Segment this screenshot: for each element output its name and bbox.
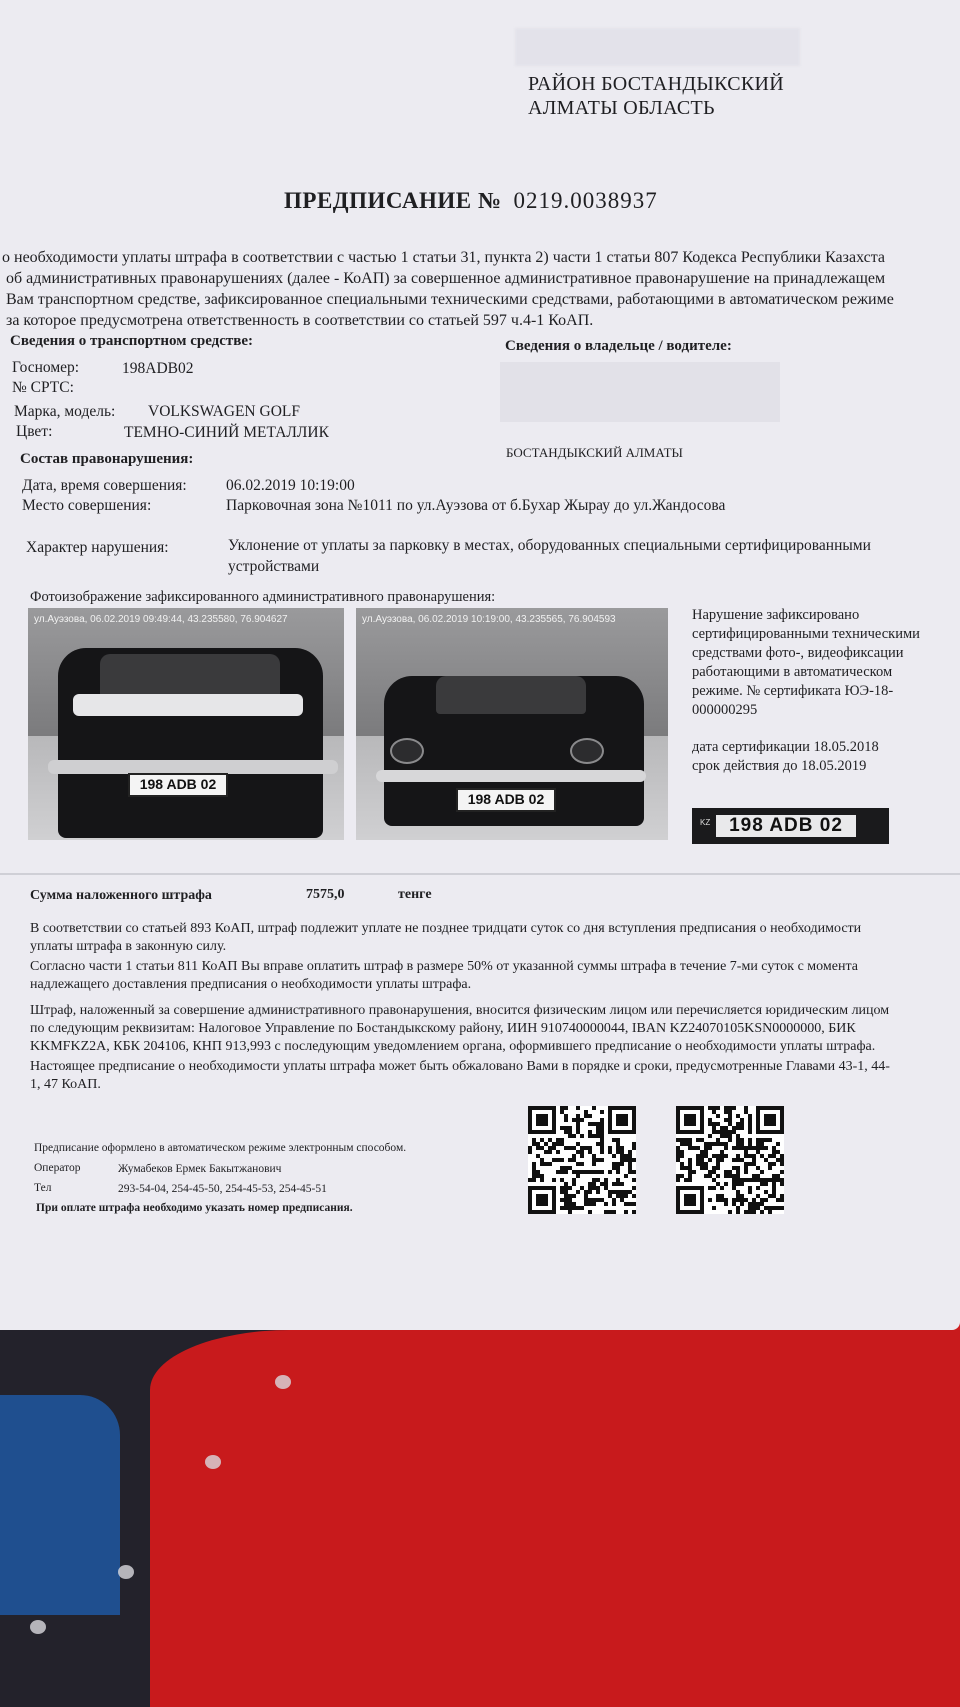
- plate-value: 198ADB02: [122, 360, 194, 377]
- fine-amount: 7575,0: [306, 887, 345, 902]
- paragraph-line: В соответствии со статьей 893 КоАП, штраф подлежит уплате не позднее тридцати суток со дня вступления предписания о необходимости: [30, 921, 862, 936]
- certification-block: [692, 606, 920, 776]
- paw-print-decoration: [30, 1620, 46, 1634]
- qr-code-1: [528, 1106, 636, 1214]
- violation-photo-1: [28, 608, 344, 840]
- paragraph-line: надлежащего доставления предписания о необходимости уплаты штрафа.: [30, 977, 472, 992]
- srts-label: № СРТС:: [12, 379, 74, 396]
- phone-value: 293-54-04, 254-45-50, 254-45-53, 254-45-51: [118, 1183, 327, 1195]
- paw-print-decoration: [275, 1375, 291, 1389]
- intro-line: о необходимости уплаты штрафа в соответствии с частью 1 статьи 31, пункта 2) части 1 статьи 807 Кодекса Республики Казахста: [2, 249, 885, 266]
- paper-fold-line: [0, 873, 960, 875]
- redacted-area: [515, 28, 800, 66]
- car-headlight: [390, 738, 424, 764]
- paragraph-line: по следующим реквизитам: Налоговое Управление по Бостандыкскому району, ИИН 910740000044, IBAN KZ24070105KSN0000000, БИК: [30, 1021, 856, 1036]
- paragraph-line: уплаты штрафа в законную силу.: [30, 939, 227, 954]
- title-label: ПРЕДПИСАНИЕ №: [284, 188, 502, 213]
- legal-paragraph-2: [30, 958, 950, 994]
- plate-closeup-text: 198 ADB 02: [716, 815, 856, 837]
- paw-print-decoration: [205, 1455, 221, 1469]
- model-label: Марка, модель:: [14, 403, 116, 420]
- owner-address: БОСТАНДЫКСКИЙ АЛМАТЫ: [506, 445, 683, 460]
- plate-closeup: [692, 808, 889, 844]
- cert-line: работающими в автоматическом: [692, 664, 893, 680]
- document-title: [284, 188, 658, 214]
- violation-heading: Состав правонарушения:: [20, 451, 194, 467]
- car-headlight: [570, 738, 604, 764]
- intro-line: за которое предусмотрена ответственность в соответствии со статьей 597 ч.4-1 КоАП.: [6, 312, 594, 329]
- legal-paragraph-3: [30, 1002, 950, 1056]
- photo-1-stamp: ул.Ауэзова, 06.02.2019 09:49:44, 43.235580, 76.904627: [34, 614, 288, 625]
- intro-line: об административных правонарушениях (далее - КоАП) за совершенное административное правонарушение на принадлежащем: [6, 270, 886, 287]
- phone-label: Тел: [34, 1182, 52, 1194]
- cert-line: сертифицированными техническими: [692, 626, 920, 642]
- color-label: Цвет:: [16, 423, 53, 440]
- intro-paragraph: [2, 247, 960, 331]
- nature-label: Характер нарушения:: [26, 539, 169, 556]
- fine-label: Сумма наложенного штрафа: [30, 888, 212, 903]
- district-block: [528, 72, 784, 120]
- license-plate: 198 ADB 02: [456, 788, 556, 812]
- payment-note: При оплате штрафа необходимо указать номер предписания.: [36, 1202, 353, 1214]
- operator-label: Оператор: [34, 1162, 81, 1174]
- fine-currency: тенге: [398, 887, 432, 902]
- district-line-2: АЛМАТЫ ОБЛАСТЬ: [528, 97, 715, 119]
- cert-valid: срок действия до 18.05.2019: [692, 758, 867, 774]
- photo-2-stamp: ул.Ауэзова, 06.02.2019 10:19:00, 43.235565, 76.904593: [362, 614, 616, 625]
- cert-line: режиме. № сертификата ЮЭ-18-: [692, 683, 894, 699]
- qr-code-2: [676, 1106, 784, 1214]
- paragraph-line: Штраф, наложенный за совершение административного правонарушения, вносится физическим лицом или перечисляется юридическим лицом: [30, 1003, 890, 1018]
- car-bumper: [376, 770, 646, 782]
- nature-line-2: устройствами: [228, 558, 320, 575]
- car-windshield: [436, 676, 586, 714]
- paragraph-line: KKMFKZ2A, КБК 204106, КНП 913,993 с последующим уведомлением органа, оформившего предписание о необходимости уплаты штрафа.: [30, 1039, 876, 1054]
- legal-paragraph-1: [30, 920, 950, 956]
- datetime-label: Дата, время совершения:: [22, 477, 187, 494]
- plate-label: Госномер:: [12, 359, 80, 376]
- redacted-owner: [500, 362, 780, 422]
- license-plate: 198 ADB 02: [128, 773, 228, 797]
- legal-paragraph-4: [30, 1058, 950, 1094]
- vehicle-heading: Сведения о транспортном средстве:: [10, 333, 254, 349]
- cert-line: Нарушение зафиксировано: [692, 607, 860, 623]
- owner-heading: Сведения о владельце / водителе:: [505, 338, 732, 354]
- color-value: ТЕМНО-СИНИЙ МЕТАЛЛИК: [124, 424, 329, 441]
- model-value: VOLKSWAGEN GOLF: [148, 403, 300, 420]
- background-fabric-red: [150, 1330, 960, 1707]
- cert-date: дата сертификации 18.05.2018: [692, 739, 879, 755]
- plate-country-code: KZ: [700, 818, 711, 827]
- operator-value: Жумабеков Ермек Бакытжанович: [118, 1163, 282, 1175]
- car-snow: [73, 694, 303, 716]
- paragraph-line: Настоящее предписание о необходимости уплаты штрафа может быть обжаловано Вами в порядке и сроки, предусмотренные Главами 43-1, 44-: [30, 1059, 890, 1074]
- car-bumper-snow: [48, 760, 338, 774]
- background-fabric-blue: [0, 1395, 120, 1615]
- paw-print-decoration: [118, 1565, 134, 1579]
- nature-line-1: Уклонение от уплаты за парковку в местах, оборудованных специальными сертифицированными: [228, 537, 871, 554]
- datetime-value: 06.02.2019 10:19:00: [226, 477, 355, 494]
- cert-line: 000000295: [692, 702, 758, 718]
- place-value: Парковочная зона №1011 по ул.Ауэзова от б.Бухар Жырау до ул.Жандосова: [226, 497, 726, 514]
- paragraph-line: 1, 47 КоАП.: [30, 1077, 101, 1092]
- paragraph-line: Согласно части 1 статьи 811 КоАП Вы вправе оплатить штраф в размере 50% от указанной суммы штрафа в течение 7-ми суток с момента: [30, 959, 858, 974]
- document-number: 0219.0038937: [513, 188, 658, 213]
- district-line-1: РАЙОН БОСТАНДЫКСКИЙ: [528, 73, 785, 95]
- auto-note: Предписание оформлено в автоматическом режиме электронным способом.: [34, 1142, 407, 1154]
- violation-photo-2: [356, 608, 668, 840]
- cert-line: средствами фото-, видеофиксации: [692, 645, 904, 661]
- intro-line: Вам транспортном средстве, зафиксированное специальными техническими средствами, работающими в автоматическом режиме: [6, 291, 894, 308]
- place-label: Место совершения:: [22, 497, 152, 514]
- photo-caption: Фотоизображение зафиксированного административного правонарушения:: [30, 589, 496, 605]
